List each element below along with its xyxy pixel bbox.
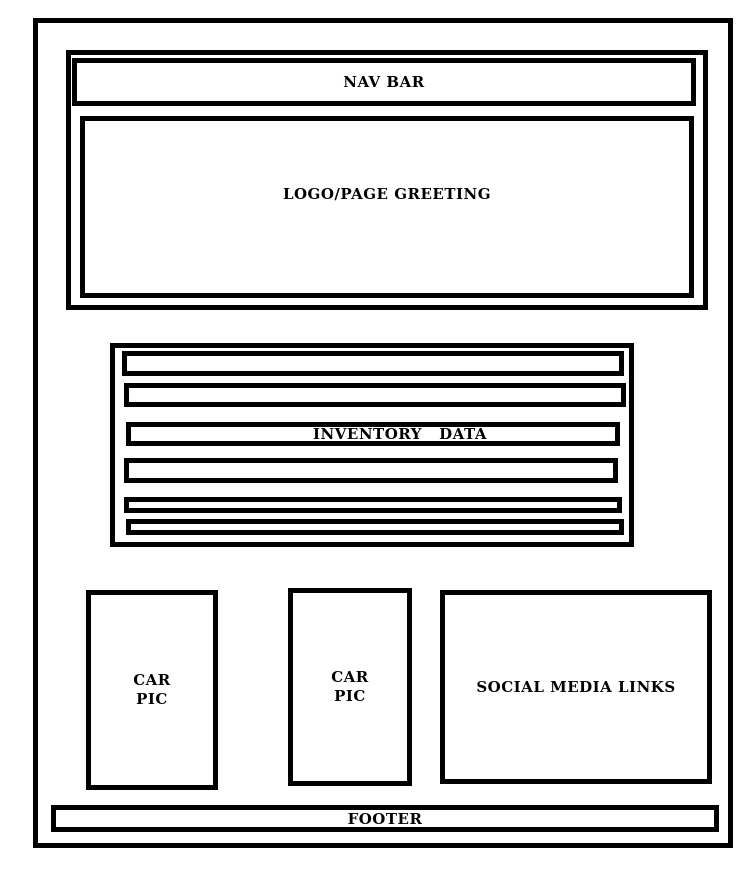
car-pic-label-line1: CAR: [133, 671, 171, 689]
car-pic-label-line2: PIC: [334, 687, 366, 705]
car-pic-placeholder: [288, 588, 412, 786]
social-media-links-label: SOCIAL MEDIA LINKS: [476, 677, 676, 696]
social-media-links-box: [440, 590, 712, 784]
nav-bar: [72, 58, 696, 106]
inventory-row: [126, 519, 624, 535]
footer-label: FOOTER: [347, 809, 423, 828]
inventory-row: [124, 458, 618, 483]
footer: [51, 805, 719, 832]
logo-greeting-label: LOGO/PAGE GREETING: [282, 185, 492, 203]
car-pic-placeholder: [86, 590, 218, 790]
logo-greeting-box: [80, 116, 694, 298]
inventory-data-label: INVENTORY DATA: [313, 425, 487, 443]
inventory-row: [124, 383, 626, 407]
car-pic-label-line2: PIC: [136, 690, 168, 708]
car-pic-label-line1: CAR: [331, 668, 369, 686]
nav-bar-label: NAV BAR: [343, 72, 425, 91]
inventory-row: [122, 351, 624, 376]
inventory-row: [124, 497, 622, 513]
